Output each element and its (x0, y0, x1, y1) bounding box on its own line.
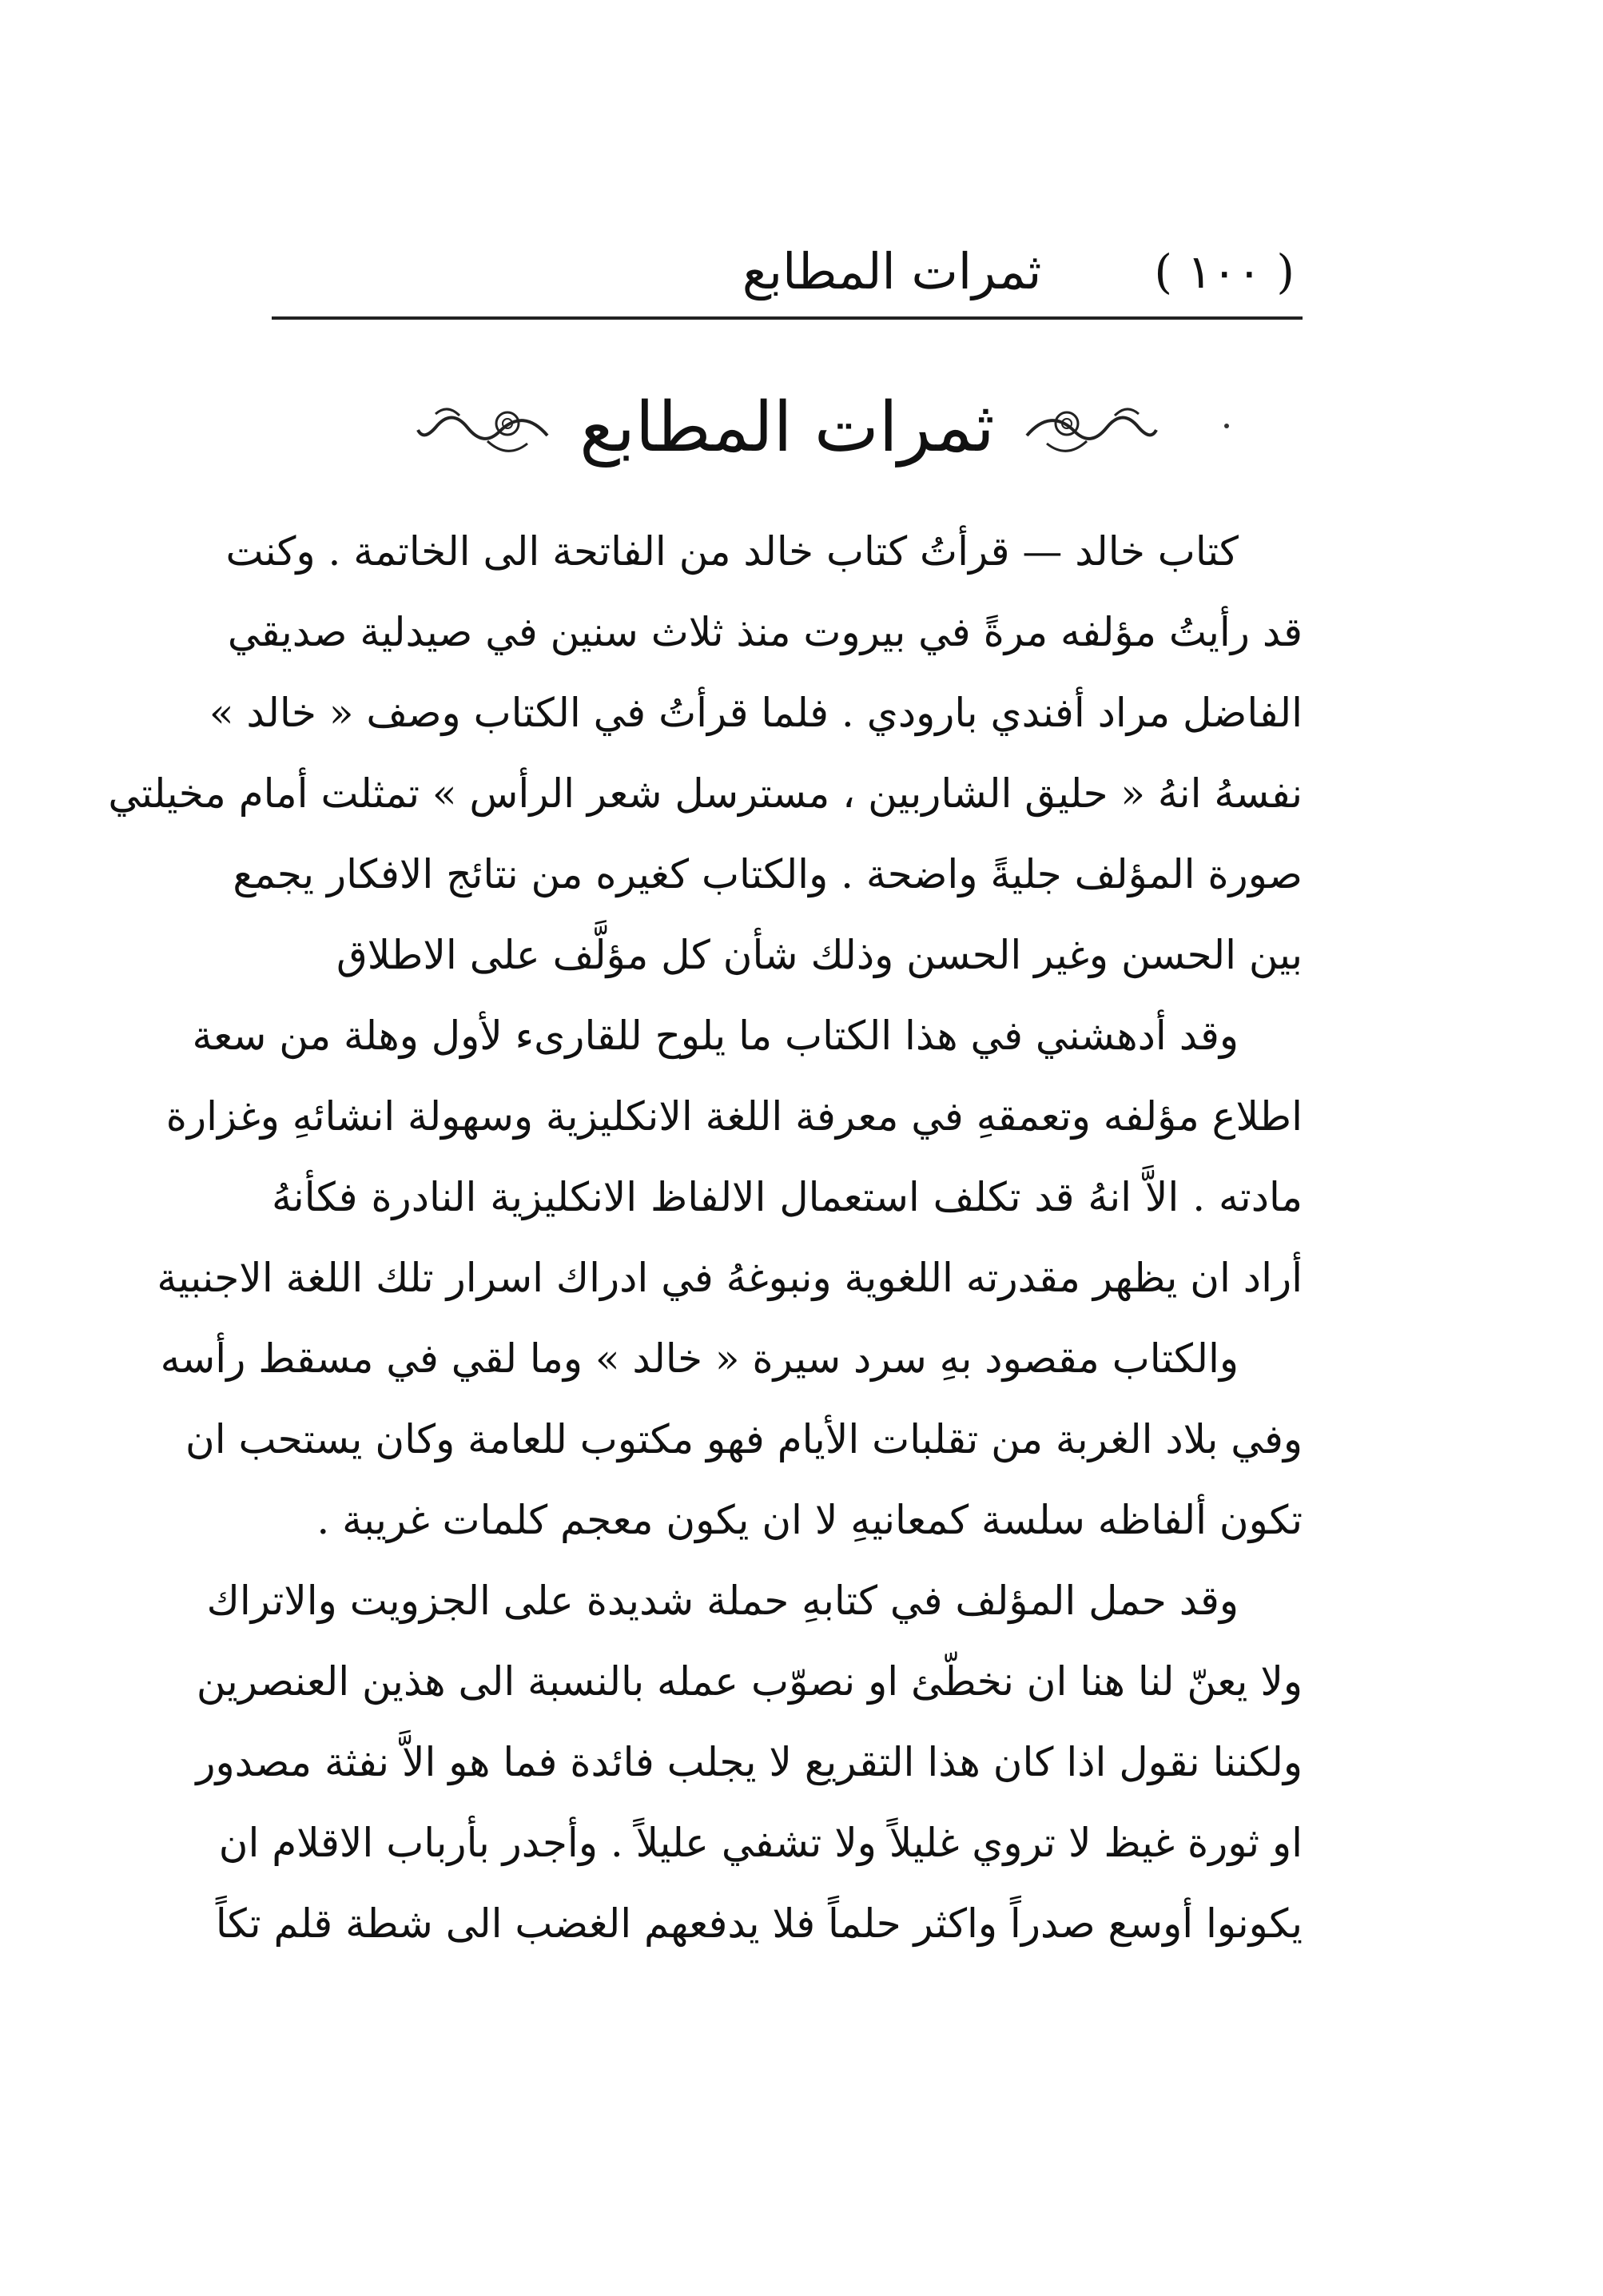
text-line: قد رأيتُ مؤلفه مرةً في بيروت منذ ثلاث سنين في صيدلية صديقي (227, 609, 1303, 655)
text-line: وقد أدهشني في هذا الكتاب ما يلوح للقارىء لأول وهلة من سعة (192, 1013, 1239, 1059)
page-number: ( ١٠٠ ) (1154, 245, 1295, 299)
section-heading (272, 376, 1303, 479)
right-ornament-icon (1019, 392, 1163, 464)
text-line: الفاضل مراد أفندي بارودي . فلما قرأتُ في الكتاب وصف « خالد » (209, 690, 1303, 736)
running-header (272, 232, 1303, 320)
text-line: والكتاب مقصود بهِ سرد سيرة « خالد » وما لقي في مسقط رأسه (160, 1335, 1239, 1382)
text-line: أراد ان يظهر مقدرته اللغوية ونبوغهُ في ادراك اسرار تلك اللغة الاجنبية (157, 1255, 1303, 1301)
text-line: ولا يعنّ لنا هنا ان نخطّئ او نصوّب عمله بالنسبة الى هذين العنصرين (196, 1658, 1303, 1705)
running-title: ثمرات المطابع (742, 242, 1042, 300)
text-line: او ثورة غيظ لا تروي غليلاً ولا تشفي عليلاً . وأجدر بأرباب الاقلام ان (218, 1820, 1303, 1866)
left-ornament-icon (412, 392, 555, 464)
text-line: بين الحسن وغير الحسن وذلك شأن كل مؤلَّف على الاطلاق (336, 932, 1303, 978)
text-line: ولكننا نقول اذا كان هذا التقريع لا يجلب فائدة فما هو الاَّ نفثة مصدور (196, 1739, 1303, 1785)
text-line: اطلاع مؤلفه وتعمقهِ في معرفة اللغة الانكليزية وسهولة انشائهِ وغزارة (165, 1093, 1303, 1140)
body-text (108, 511, 1303, 1964)
text-line: نفسهُ انهُ « حليق الشاربين ، مسترسل شعر الرأس » تمثلت أمام مخيلتي (108, 770, 1303, 817)
text-line: صورة المؤلف جليةً واضحة . والكتاب كغيره من نتائج الافكار يجمع (233, 851, 1303, 897)
text-line: يكونوا أوسع صدراً واكثر حلماً فلا يدفعهم الغضب الى شطة قلم تكاً (215, 1900, 1303, 1947)
text-line: تكون ألفاظه سلسة كمعانيهِ لا ان يكون معجم كلمات غريبة . (316, 1497, 1303, 1543)
text-line: وقد حمل المؤلف في كتابهِ حملة شديدة على الجزويت والاتراك (206, 1578, 1239, 1624)
header-rule (272, 316, 1303, 320)
section-title: ثمرات المطابع (579, 388, 995, 468)
text-line: وفي بلاد الغربة من تقلبات الأيام فهو مكتوب للعامة وكان يستحب ان (185, 1416, 1303, 1462)
text-line: مادته . الاَّ انهُ قد تكلف استعمال الالفاظ الانكليزية النادرة فكأنهُ (272, 1174, 1303, 1220)
text-line: كتاب خالد — قرأتُ كتاب خالد من الفاتحة الى الخاتمة . وكنت (225, 528, 1239, 575)
